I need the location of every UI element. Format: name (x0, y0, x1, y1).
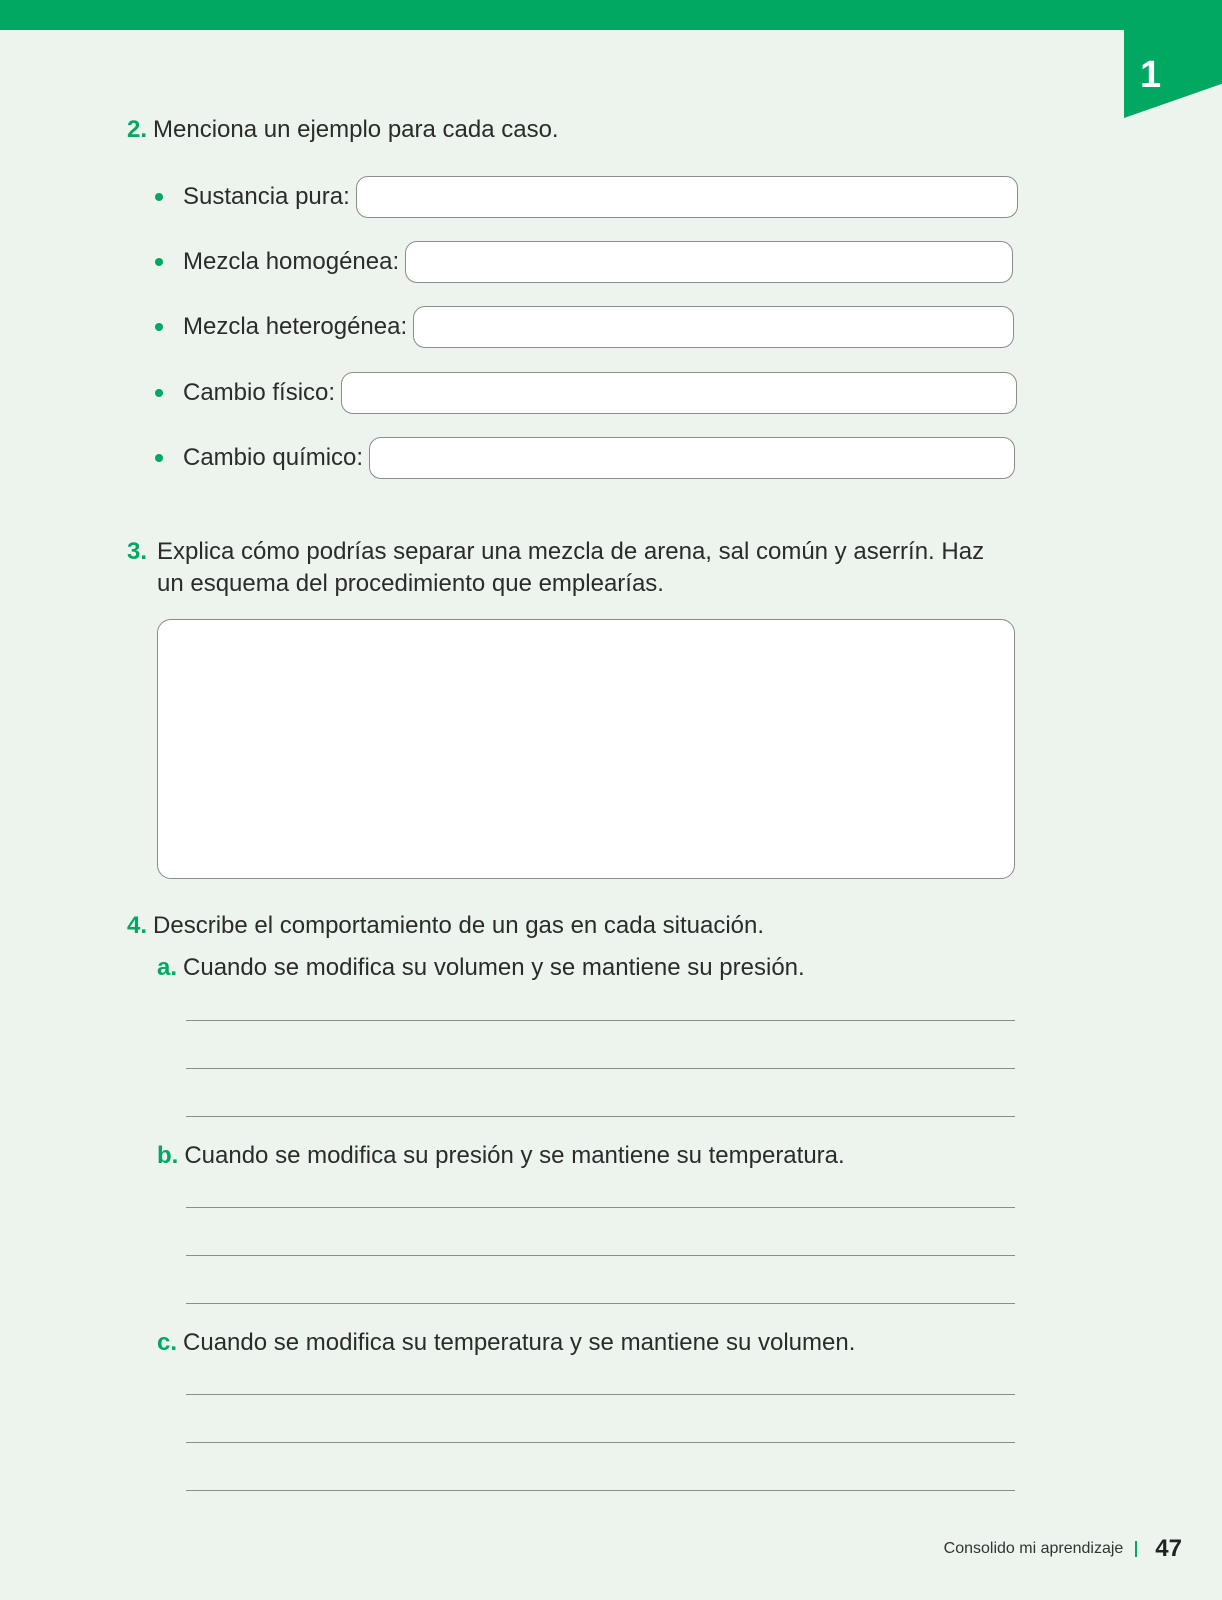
answer-line[interactable] (186, 1207, 1015, 1208)
answer-label: Cambio físico: (183, 379, 336, 406)
chapter-number: 1 (1140, 54, 1162, 96)
bullet-icon (155, 389, 163, 397)
subquestion-c-text: Cuando se modifica su temperatura y se mantiene su volumen. (183, 1329, 856, 1356)
page-number: 47 (1155, 1535, 1182, 1562)
answer-line[interactable] (186, 1116, 1015, 1117)
subquestion-c (157, 1327, 855, 1359)
answer-line[interactable] (186, 1020, 1015, 1021)
bullet-icon (155, 258, 163, 266)
question-3 (127, 536, 1017, 600)
answer-label: Cambio químico: (183, 444, 364, 471)
answer-field-sustancia-pura[interactable] (356, 176, 1018, 218)
answer-line[interactable] (186, 1303, 1015, 1304)
footer-section-label: Consolido mi aprendizaje (943, 1540, 1124, 1557)
answer-row-mezcla-homogenea (155, 240, 1013, 284)
answer-line[interactable] (186, 1394, 1015, 1395)
bullet-icon (155, 323, 163, 331)
bullet-icon (155, 193, 163, 201)
answer-row-cambio-quimico (155, 436, 1015, 480)
question-3-number: 3. (127, 538, 148, 565)
bullet-icon (155, 454, 163, 462)
subquestion-a-text: Cuando se modifica su volumen y se mantiene su presión. (183, 954, 805, 981)
answer-field-mezcla-heterogenea[interactable] (413, 306, 1014, 348)
answer-field-mezcla-homogenea[interactable] (405, 241, 1013, 283)
subquestion-a-letter: a. (157, 954, 178, 981)
answer-label: Sustancia pura: (183, 183, 350, 210)
answer-line[interactable] (186, 1490, 1015, 1491)
question-3-text: Explica cómo podrías separar una mezcla de arena, sal común y aserrín. Haz un esquema del procedimiento que emplearías. (157, 538, 985, 597)
question-2-number: 2. (127, 116, 148, 143)
subquestion-c-letter: c. (157, 1329, 178, 1356)
answer-line[interactable] (186, 1255, 1015, 1256)
footer-divider (1135, 1541, 1137, 1557)
question-2 (127, 114, 559, 146)
answer-row-mezcla-heterogenea (155, 305, 1014, 349)
question-4-number: 4. (127, 912, 148, 939)
answer-line[interactable] (186, 1442, 1015, 1443)
subquestion-b (157, 1140, 845, 1172)
question-4 (127, 910, 764, 942)
page-footer (944, 1535, 1182, 1563)
answer-label: Mezcla homogénea: (183, 248, 400, 275)
answer-row-cambio-fisico (155, 371, 1017, 415)
subquestion-b-text: Cuando se modifica su presión y se mantiene su temperatura. (184, 1142, 845, 1169)
subquestion-a (157, 952, 805, 984)
answer-row-sustancia-pura (155, 175, 1018, 219)
answer-line[interactable] (186, 1068, 1015, 1069)
question-4-text: Describe el comportamiento de un gas en cada situación. (153, 912, 765, 939)
scheme-answer-box[interactable] (157, 619, 1015, 879)
answer-field-cambio-quimico[interactable] (369, 437, 1015, 479)
top-color-bar (0, 0, 1222, 30)
answer-field-cambio-fisico[interactable] (341, 372, 1017, 414)
answer-label: Mezcla heterogénea: (183, 313, 408, 340)
subquestion-b-letter: b. (157, 1142, 179, 1169)
chapter-tab (1124, 28, 1222, 118)
question-2-text: Menciona un ejemplo para cada caso. (153, 116, 559, 143)
